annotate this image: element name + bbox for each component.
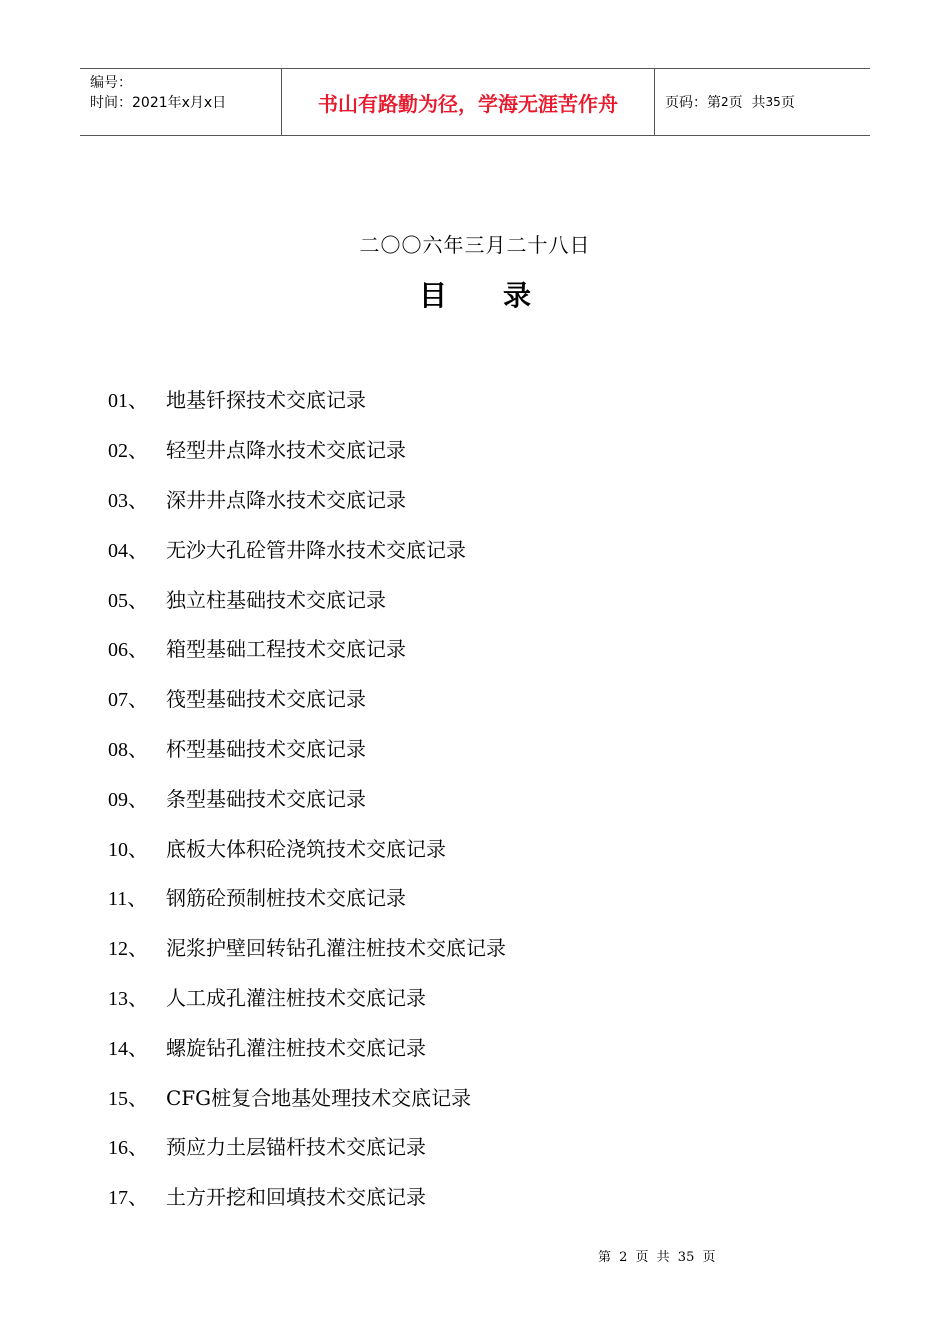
toc-item <box>108 723 868 773</box>
toc-item <box>108 772 868 822</box>
page-total: 35 <box>765 95 781 109</box>
toc-item-number: 17、 <box>108 1187 148 1210</box>
toc-item-number: 15、 <box>108 1087 148 1110</box>
toc-item <box>108 1171 868 1221</box>
toc-item-number: 02、 <box>108 440 148 463</box>
page-footer: 第 2 页 共 35 页 <box>598 1250 716 1265</box>
toc-item-text: 土方开挖和回填技术交底记录 <box>166 1185 426 1210</box>
toc-item-text: 预应力土层锚杆技术交底记录 <box>166 1135 426 1160</box>
toc-item-number: 08、 <box>108 738 148 761</box>
toc-item <box>108 922 868 972</box>
toc-item-number: 13、 <box>108 987 148 1010</box>
toc-item <box>108 1071 868 1121</box>
toc-item <box>108 424 868 474</box>
toc-item <box>108 872 868 922</box>
toc-item-text: 泥浆护壁回转钻孔灌注桩技术交底记录 <box>166 936 506 961</box>
page-middle: 页 共 <box>728 95 766 111</box>
toc-item-text: 轻型井点降水技术交底记录 <box>166 438 406 463</box>
toc-item <box>108 374 868 424</box>
toc-item-text: 螺旋钻孔灌注桩技术交底记录 <box>166 1035 426 1060</box>
toc-item-text: 人工成孔灌注桩技术交底记录 <box>166 985 426 1010</box>
toc-item-number: 03、 <box>108 489 148 512</box>
toc-item-number: 10、 <box>108 838 148 861</box>
toc-item-text: 筏型基础技术交底记录 <box>166 687 366 712</box>
page-prefix: 页码：第 <box>665 95 721 111</box>
toc-item-number: 11、 <box>108 888 148 911</box>
toc-item-number: 14、 <box>108 1037 148 1060</box>
toc-item-text: 箱型基础工程技术交底记录 <box>166 637 406 662</box>
toc-item-number: 06、 <box>108 639 148 662</box>
toc-item <box>108 474 868 524</box>
toc-item-text: 地基钎探技术交底记录 <box>166 388 366 413</box>
header-meta <box>80 69 282 135</box>
toc-item-number: 07、 <box>108 689 148 712</box>
toc-item-number: 05、 <box>108 589 148 612</box>
page-current: 2 <box>721 95 729 109</box>
toc-item-text: 深井井点降水技术交底记录 <box>166 487 406 512</box>
toc-item-number: 01、 <box>108 390 148 413</box>
document-date: 二〇〇六年三月二十八日 <box>359 233 591 257</box>
toc-item-number: 12、 <box>108 938 148 961</box>
toc-item <box>108 573 868 623</box>
toc-item-text: 底板大体积砼浇筑技术交底记录 <box>166 836 446 861</box>
toc-item-text: 钢筋砼预制桩技术交底记录 <box>166 886 406 911</box>
toc-item-number: 16、 <box>108 1137 148 1160</box>
toc-item-text: 条型基础技术交底记录 <box>166 786 366 811</box>
toc-item-text: 独立柱基础技术交底记录 <box>166 587 386 612</box>
toc-item-text: 杯型基础技术交底记录 <box>166 736 366 761</box>
header-motto: 书山有路勤为径，学海无涯苦作舟 <box>282 69 655 135</box>
toc-item <box>108 1021 868 1071</box>
page-suffix: 页 <box>780 95 795 111</box>
toc-item <box>108 1121 868 1171</box>
document-header <box>80 68 870 136</box>
toc-item <box>108 673 868 723</box>
table-of-contents <box>108 374 868 1221</box>
toc-title: 目录 <box>418 279 587 312</box>
time-label: 时间：2021年x月x日 <box>90 95 227 111</box>
number-label: 编号： <box>90 75 132 91</box>
header-page-info <box>655 69 870 135</box>
toc-item-text: CFG桩复合地基处理技术交底记录 <box>166 1085 472 1110</box>
toc-item-number: 09、 <box>108 788 148 811</box>
toc-item-text: 无沙大孔砼管井降水技术交底记录 <box>166 537 466 562</box>
toc-item <box>108 822 868 872</box>
toc-item-number: 04、 <box>108 539 148 562</box>
toc-item <box>108 523 868 573</box>
toc-item <box>108 972 868 1022</box>
toc-item <box>108 623 868 673</box>
